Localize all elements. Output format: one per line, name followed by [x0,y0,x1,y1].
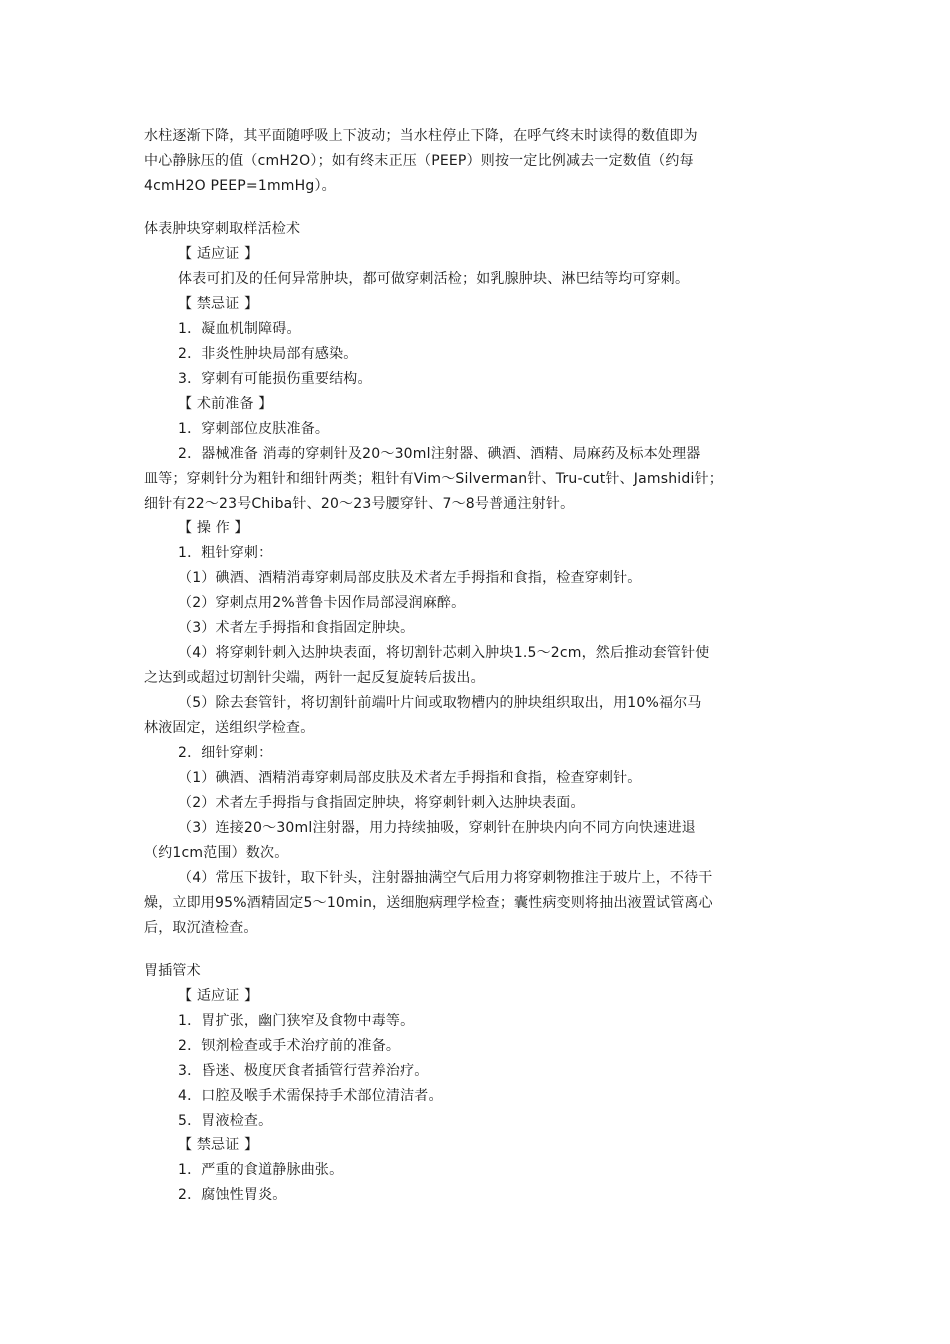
indication-item: 1．胃扩张，幽门狭窄及食物中毒等。 [178,1013,415,1029]
prep-item: 2．器械准备 消毒的穿刺针及20～30ml注射器、碘酒、酒精、局麻药及标本处理器 [178,446,701,462]
coarse-step: （5）除去套管针，将切割针前端叶片间或取物槽内的肿块组织取出，用10%福尔马 [178,695,702,711]
fine-step-cont: 燥，立即用95%酒精固定5～10min，送细胞病理学检查；囊性病变则将抽出液置试管离心 [144,895,713,911]
fine-step: （2）术者左手拇指与食指固定肿块，将穿刺针刺入达肿块表面。 [178,795,585,811]
contraindications-heading: 【 禁忌证 】 [178,1137,259,1153]
coarse-step-cont: 之达到或超过切割针尖端，两针一起反复旋转后拔出。 [144,670,485,686]
coarse-step: （4）将穿刺针刺入达肿块表面，将切割针芯刺入肿块1.5～2cm，然后推动套管针使 [178,645,710,661]
indications-heading: 【 适应证 】 [178,246,259,262]
indications-text: 体表可扪及的任何异常肿块，都可做穿刺活检；如乳腺肿块、淋巴结等均可穿刺。 [178,271,690,287]
fine-step: （1）碘酒、酒精消毒穿刺局部皮肤及术者左手拇指和食指，检查穿刺针。 [178,770,642,786]
contraindication-item: 1．严重的食道静脉曲张。 [178,1162,344,1178]
indication-item: 4．口腔及喉手术需保持手术部位清洁者。 [178,1088,443,1104]
coarse-needle-title: 1．粗针穿刺： [178,545,273,561]
intro-line-2: 中心静脉压的值（cmH2O）；如有终末正压（PEEP）则按一定比例减去一定数值（约每 [144,153,694,169]
fine-step-cont: （约1cm范围）数次。 [144,845,289,861]
contraindication-item: 2．非炎性肿块局部有感染。 [178,346,358,362]
section-title-biopsy: 体表肿块穿刺取样活检术 [144,221,301,237]
fine-step: （4）常压下拔针，取下针头，注射器抽满空气后用力将穿刺物推注于玻片上，不待干 [178,870,713,886]
contraindication-item: 2．腐蚀性胃炎。 [178,1187,287,1203]
indication-item: 3．昏迷、极度厌食者插管行营养治疗。 [178,1063,429,1079]
coarse-step-cont: 林液固定，送组织学检查。 [144,720,315,736]
coarse-step: （3）术者左手拇指和食指固定肿块。 [178,620,415,636]
coarse-step: （2）穿刺点用2%普鲁卡因作局部浸润麻醉。 [178,595,466,611]
indication-item: 5．胃液检查。 [178,1113,273,1129]
prep-item: 1．穿刺部位皮肤准备。 [178,421,330,437]
fine-needle-title: 2．细针穿刺： [178,745,273,761]
coarse-step: （1）碘酒、酒精消毒穿刺局部皮肤及术者左手拇指和食指，检查穿刺针。 [178,570,642,586]
operation-heading: 【 操 作 】 [178,520,249,536]
fine-step-cont: 后，取沉渣检查。 [144,920,258,936]
intro-line-1: 水柱逐渐下降，其平面随呼吸上下波动；当水柱停止下降，在呼气终末时读得的数值即为 [144,128,698,144]
prep-heading: 【 术前准备 】 [178,396,273,412]
intro-line-3: 4cmH2O PEEP=1mmHg）。 [144,178,336,194]
indication-item: 2．钡剂检查或手术治疗前的准备。 [178,1038,401,1054]
contraindication-item: 1．凝血机制障碍。 [178,321,301,337]
contraindications-heading: 【 禁忌证 】 [178,296,259,312]
prep-item-cont: 细针有22～23号Chiba针、20～23号腰穿针、7～8号普通注射针。 [144,496,575,512]
contraindication-item: 3．穿刺有可能损伤重要结构。 [178,371,372,387]
fine-step: （3）连接20～30ml注射器，用力持续抽吸，穿刺针在肿块内向不同方向快速进退 [178,820,696,836]
prep-item-cont: 皿等；穿刺针分为粗针和细针两类；粗针有Vim～Silverman针、Tru-cut针、Jamshidi针； [144,471,723,487]
section-title-gastric: 胃插管术 [144,963,201,979]
indications-heading: 【 适应证 】 [178,988,259,1004]
